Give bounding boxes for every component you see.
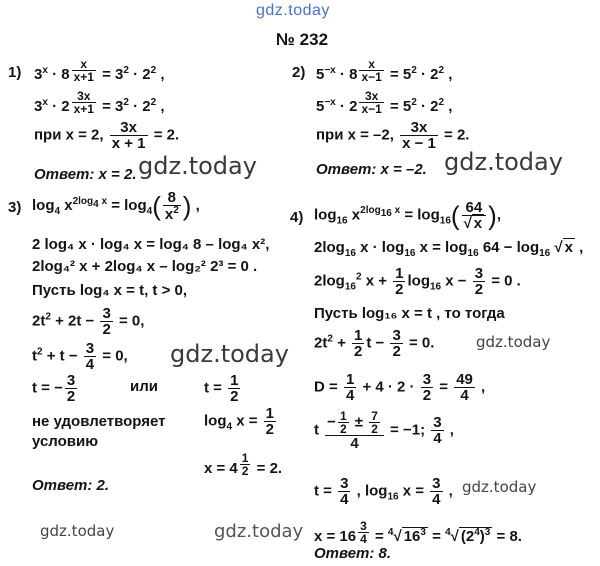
p1-eq: = 2. [153, 126, 180, 144]
p3-or: или [130, 378, 158, 395]
p4-let: Пусть log₁₆ x = t , то тогда [314, 305, 505, 322]
p4-roots: t − $\frac{1}{2}$ ± $\frac{7}{2}$ 4 = −1; $\frac{3}{4}$ , [314, 409, 454, 452]
p2-line1: $5^{-x} \cdot 8$ $^{\frac{x}{x-1}}$ = $5^2 \cdot 2^2$ , [316, 57, 453, 84]
problem-1-number: 1) [8, 64, 22, 81]
p1-answer: Ответ: x = 2. [34, 166, 137, 183]
p2-eq: = 2. [444, 126, 470, 144]
p1-line1: $3^x \cdot 8$ $^{\frac{x}{x+1}}$ = $3^2 \cdot 2^2$ , [34, 57, 165, 84]
p3-answer: Ответ: 2. [32, 477, 110, 494]
p1-line3: при x = 2, $\frac{3x}{x + 1}$ = 2. [34, 119, 180, 152]
problem-3-number: 3) [8, 199, 22, 216]
watermark-center: gdz.today [170, 340, 289, 368]
watermark-mid-right: gdz.today [444, 148, 563, 176]
p3-t2: t = $\frac{1}{2}$ [204, 372, 239, 405]
p2-line2: $5^{-x} \cdot 2$ $^{\frac{3x}{x-1}}$ = $5^2 \cdot 2^2$ , [316, 89, 453, 116]
watermark-right-a: gdz.today [476, 333, 551, 351]
p4-answer: Ответ: 8. [314, 545, 392, 562]
p3-line5: $2t^2 + 2t$ − $\frac{3}{2}$ = 0, [32, 305, 145, 338]
problem-4-number: 4) [290, 209, 304, 226]
p3-line2: 2 log₄ x · log₄ x = log₄ 8 – log₄ x², [32, 236, 270, 253]
p3-t1: t = − $\frac{3}{2}$ [32, 372, 76, 405]
problem-title: № 232 [276, 30, 329, 49]
p3-line4: Пусть log₄ x = t, t > 0, [32, 282, 188, 299]
p4-discriminant: D = $\frac{1}{4}$ + 4 · 2 · $\frac{3}{2}$ = $\frac{49}{4}$ , [314, 371, 486, 404]
p1-line2: $3^x \cdot 2$ $^{\frac{3x}{x+1}}$ = $3^2 \cdot 2^2$ , [34, 89, 165, 116]
p1-when: при x = 2, [34, 126, 104, 144]
p2-line3: при x = –2, $\frac{3x}{x - 1}$ = 2. [316, 119, 470, 152]
p3-log-eq: $\log_4 x$ = $\frac{1}{2}$ [204, 405, 275, 438]
p4-x: x = 16 $^{\frac{3}{4}}$ = $^4$√ $16^3 = ^4√$ $(2^4)^3 = 8$. [314, 519, 522, 546]
p4-line2: $2\log_{16}$ $x \cdot \log_{16} x = \log_{16} 64 - \log_{16}$ √ x , [314, 239, 584, 259]
p3-line1: $\log_4 x^{2log_4 x} = \log_4$( $\frac{8}{x^2}$ ) , [32, 189, 200, 223]
p2-when: при x = –2, [316, 126, 394, 144]
watermark-bottom-mid: gdz.today [214, 521, 304, 542]
p3-x: x = 4 $^{\frac{1}{2}}$ = 2. [204, 451, 283, 478]
p3-line6: $t^2 + t$ − $\frac{3}{4}$ = 0, [32, 340, 128, 373]
p4-line3: $2\log_{16}^2$ x + $\frac{1}{2}$ $\log_{16} x$ − $\frac{3}{2}$ = 0 . [314, 265, 521, 298]
watermark-top: gdz.today [256, 2, 330, 19]
watermark-bottom-left: gdz.today [40, 522, 115, 540]
p2-answer: Ответ: x = –2. [316, 161, 427, 178]
p3-not-1: не удовлетворяет [32, 413, 166, 430]
p3-not-2: условию [32, 433, 99, 450]
p4-eq-t: $2t^2$ + $\frac{1}{2}$ t − $\frac{3}{2}$ = 0. [314, 327, 435, 360]
watermark-right-b: gdz.today [462, 478, 537, 496]
p4-line1: $\log_{16} x^{2log_{16} x} = \log_{16}$( $\frac{64}{√ x}$ ), [314, 199, 501, 232]
p4-t-value: t = $\frac{3}{4}$ , $\log_{16} x$ = $\frac{3}{4}$ , [314, 475, 453, 508]
watermark-mid-left: gdz.today [138, 152, 257, 180]
p3-line3: 2log₄² x + 2log₄ x – log₂² 2³ = 0 . [32, 258, 258, 275]
problem-2-number: 2) [292, 64, 306, 81]
